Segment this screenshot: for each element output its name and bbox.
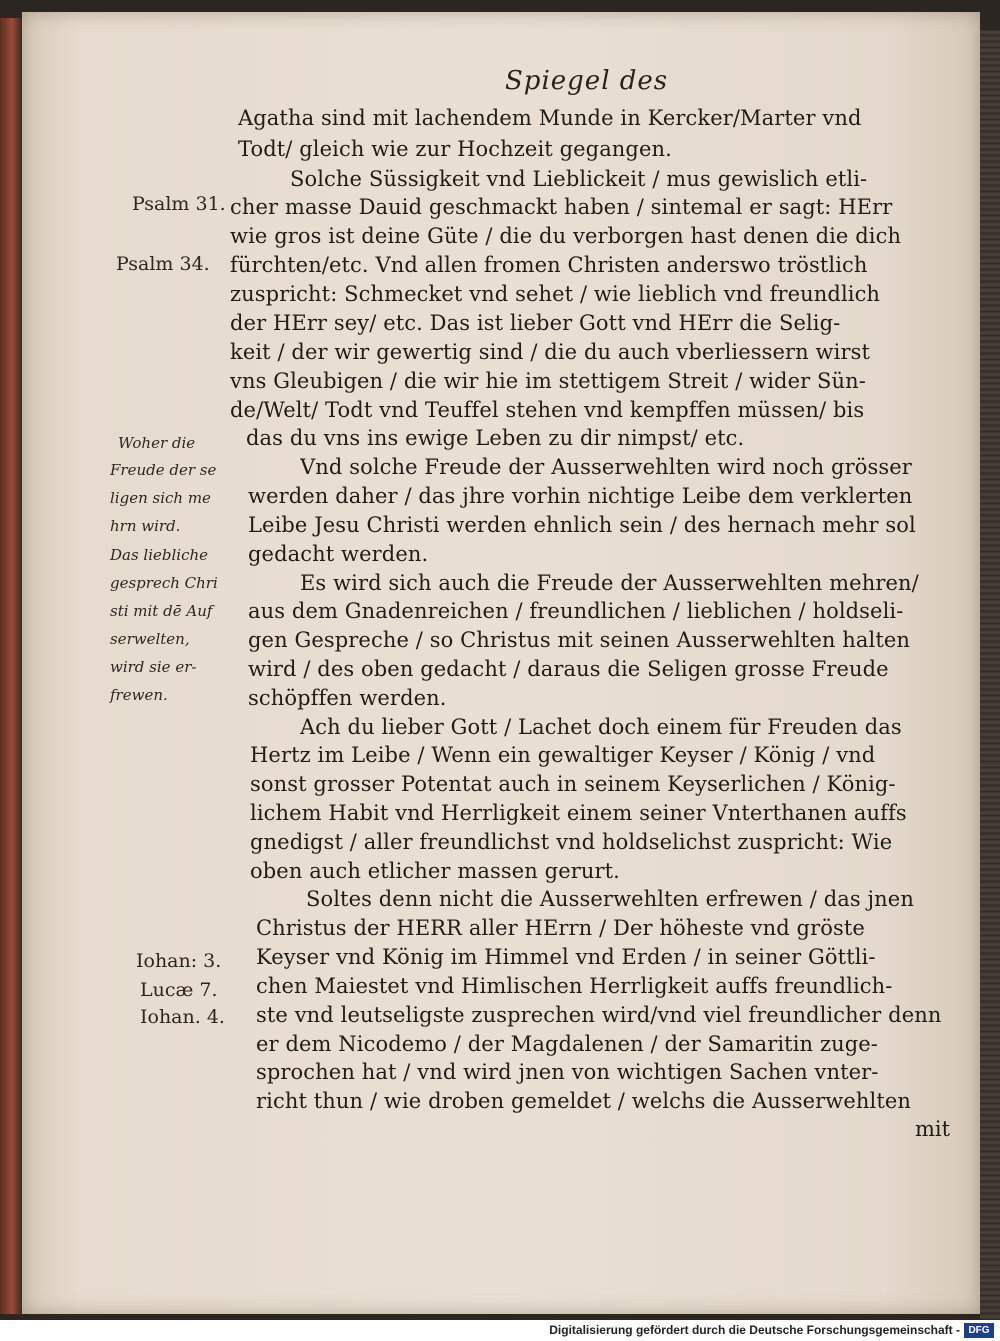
body-line: schöpffen werden. — [248, 686, 447, 710]
footer-bar — [0, 1320, 1000, 1341]
margin-reference: Psalm 31. — [132, 193, 226, 215]
body-line: Vnd solche Freude der Ausserwehlten wird noch grösser — [300, 455, 912, 479]
body-line: der HErr sey/ etc. Das ist lieber Gott vnd HErr die Selig- — [230, 311, 841, 335]
body-line: das du vns ins ewige Leben zu dir nimpst/ etc. — [246, 426, 745, 450]
body-line: Christus der HERR aller HErrn / Der höheste vnd gröste — [256, 916, 865, 940]
body-line: gnedigst / aller freundlichst vnd holdselichst zuspricht: Wie — [250, 830, 893, 854]
margin-note: sti mit dē Auf — [110, 602, 213, 620]
body-line: chen Maiestet vnd Himlischen Herrligkeit auffs freundlich- — [256, 974, 893, 998]
body-line: werden daher / das jhre vorhin nichtige Leibe dem verklerten — [248, 484, 913, 508]
body-line: de/Welt/ Todt vnd Teuffel stehen vnd kempffen müssen/ bis — [230, 398, 865, 422]
margin-note: Das liebliche — [110, 546, 209, 564]
body-line: wird / des oben gedacht / daraus die Seligen grosse Freude — [248, 657, 889, 681]
body-line: sonst grosser Potentat auch in seinem Keyserlichen / König- — [250, 772, 896, 796]
body-line: Leibe Jesu Christi werden ehnlich sein / des hernach mehr sol — [248, 513, 916, 537]
body-line: Hertz im Leibe / Wenn ein gewaltiger Keyser / König / vnd — [250, 743, 876, 767]
margin-note: gesprech Chri — [110, 574, 218, 592]
margin-note: ligen sich me — [110, 489, 211, 507]
book-spine — [0, 18, 22, 1314]
funding-credit: Digitalisierung gefördert durch die Deutsche Forschungsgemeinschaft - — [549, 1323, 960, 1337]
body-line: Agatha sind mit lachendem Munde in Kercker/Marter vnd — [238, 106, 862, 130]
body-line: richt thun / wie droben gemeldet / welchs die Ausserwehlten — [256, 1089, 912, 1113]
margin-note: hrn wird. — [110, 517, 181, 535]
margin-note: frewen. — [110, 686, 168, 704]
body-line: vns Gleubigen / die wir hie im stettigem Streit / wider Sün- — [230, 369, 866, 393]
body-line: zuspricht: Schmecket vnd sehet / wie lieblich vnd freundlich — [230, 282, 881, 306]
body-line: ste vnd leutseligste zusprechen wird/vnd viel freundlicher denn — [256, 1003, 942, 1027]
body-line: sprochen hat / vnd wird jnen von wichtigen Sachen vnter- — [256, 1060, 879, 1084]
margin-note: Woher die — [118, 434, 196, 452]
body-line: Solche Süssigkeit vnd Lieblickeit / mus gewislich etli- — [290, 167, 868, 191]
body-line: fürchten/etc. Vnd allen fromen Christen anderswo tröstlich — [230, 253, 868, 277]
body-line: Keyser vnd König im Himmel vnd Erden / in seiner Göttli- — [256, 945, 876, 969]
body-line: Soltes denn nicht die Ausserwehlten erfrewen / das jnen — [306, 887, 914, 911]
body-line: Ach du lieber Gott / Lachet doch einem für Freuden das — [300, 715, 902, 739]
body-line: oben auch etlicher massen gerurt. — [250, 859, 620, 883]
margin-reference: Iohan. 4. — [140, 1006, 225, 1028]
running-head: Spiegel des — [505, 66, 669, 96]
body-line: aus dem Gnadenreichen / freundlichen / lieblichen / holdseli- — [248, 599, 904, 623]
body-line: wie gros ist deine Güte / die du verborgen hast denen die dich — [230, 224, 902, 248]
body-line: er dem Nicodemo / der Magdalenen / der Samaritin zuge- — [256, 1032, 878, 1056]
body-line: gen Gespreche / so Christus mit seinen Ausserwehlten halten — [248, 628, 911, 652]
catchword: mit — [915, 1117, 951, 1141]
margin-reference: Lucæ 7. — [140, 979, 218, 1001]
margin-note: wird sie er- — [110, 658, 197, 676]
margin-reference: Psalm 34. — [116, 253, 210, 275]
body-line: lichem Habit vnd Herrligkeit einem seiner Vnterthanen auffs — [250, 801, 907, 825]
body-line: Todt/ gleich wie zur Hochzeit gegangen. — [238, 137, 672, 161]
margin-reference: Iohan: 3. — [136, 950, 222, 972]
body-line: cher masse Dauid geschmackt haben / sintemal er sagt: HErr — [230, 195, 893, 219]
body-line: gedacht werden. — [248, 542, 429, 566]
margin-note: Freude der se — [110, 461, 217, 479]
page-edge — [980, 30, 1000, 1320]
margin-note: serwelten, — [110, 630, 190, 648]
dfg-logo-icon: DFG — [964, 1323, 994, 1338]
body-line: Es wird sich auch die Freude der Ausserwehlten mehren/ — [300, 571, 919, 595]
body-line: keit / der wir gewertig sind / die du auch vberliessern wirst — [230, 340, 871, 364]
